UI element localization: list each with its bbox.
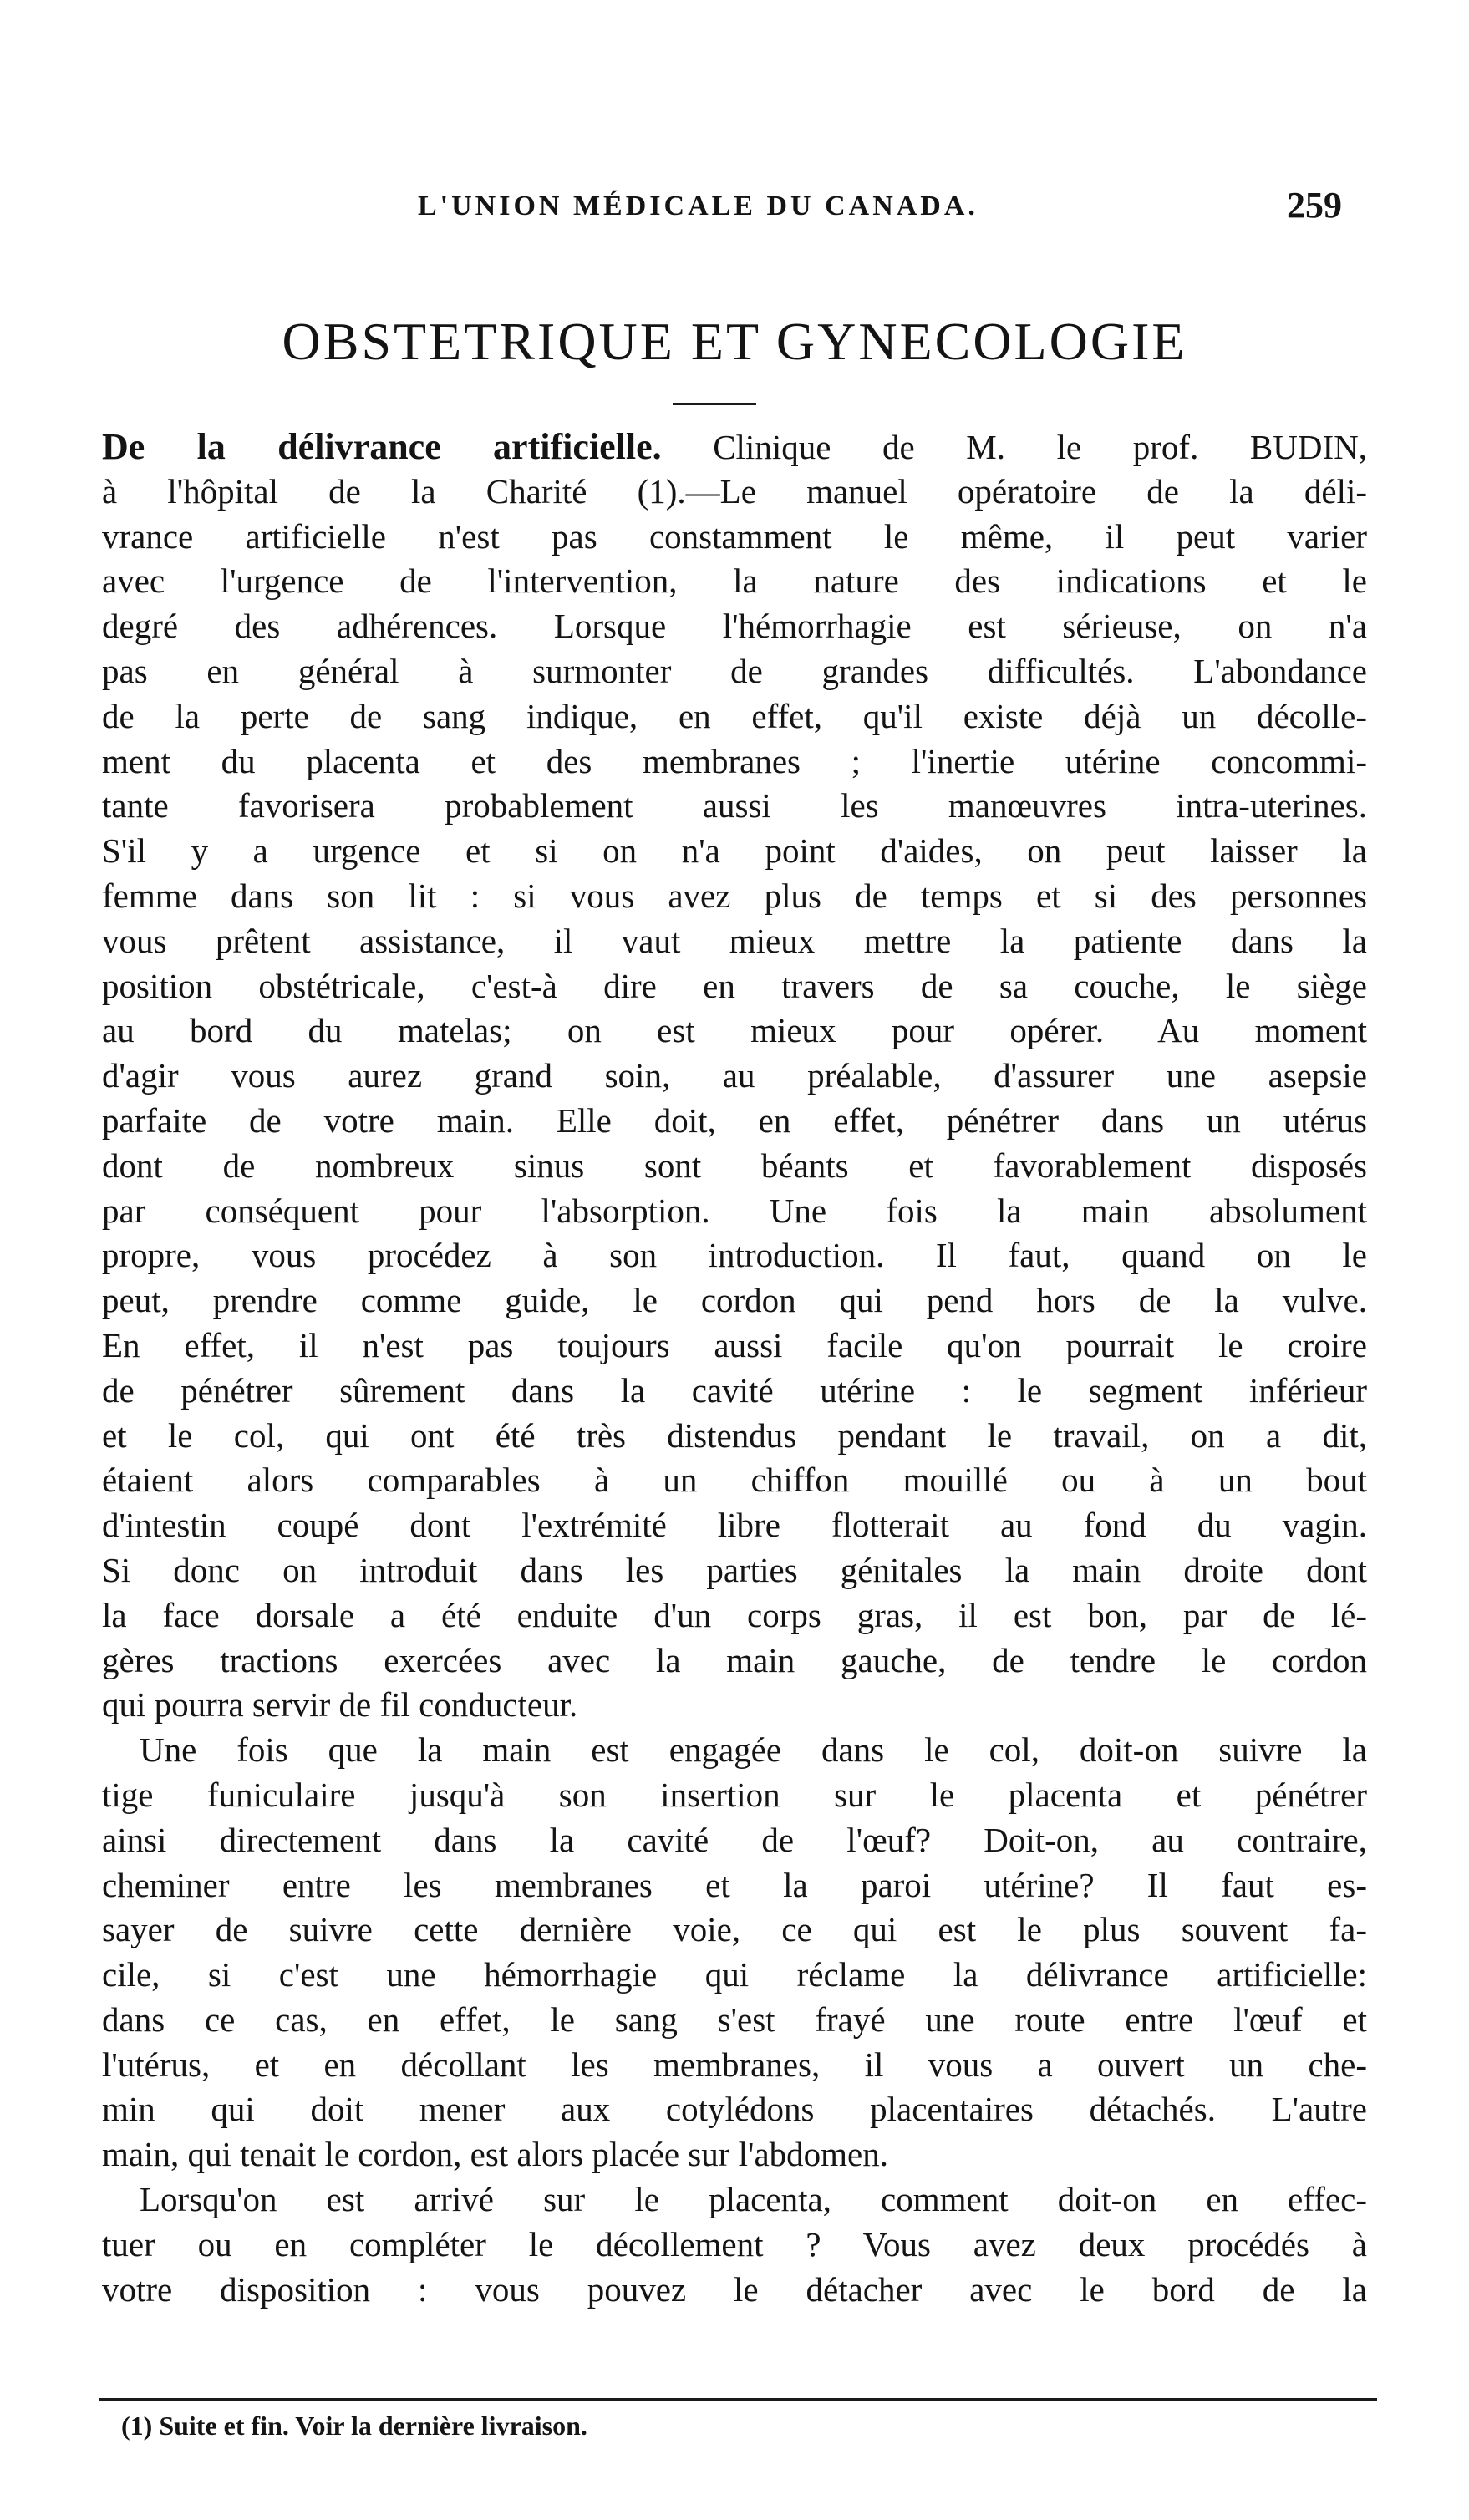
page-number: 259 (1287, 185, 1342, 226)
article-line: Une fois que la main est engagée dans le col, doit-on suivre la (140, 1730, 1367, 1770)
article-line: vrance artificielle n'est pas constamment le même, il peut varier (102, 516, 1367, 556)
article-line: cile, si c'est une hémorrhagie qui réclame la délivrance artificielle: (102, 1955, 1367, 1994)
article-heading: De la délivrance artificielle. (102, 426, 662, 467)
article-line: main, qui tenait le cordon, est alors placée sur l'abdomen. (102, 2135, 888, 2174)
article-line: cheminer entre les membranes et la paroi utérine? Il faut es- (102, 1865, 1367, 1904)
article-line: de la perte de sang indique, en effet, qu'il existe déjà un décolle- (102, 696, 1367, 735)
article-line: gères tractions exercées avec la main gauche, de tendre le cordon (102, 1640, 1367, 1679)
article-line: position obstétricale, c'est-à dire en travers de sa couche, le siège (102, 966, 1367, 1005)
article-line: vous prêtent assistance, il vaut mieux mettre la patiente dans la (102, 921, 1367, 960)
article-line: parfaite de votre main. Elle doit, en effet, pénétrer dans un utérus (102, 1100, 1367, 1140)
article-line: degré des adhérences. Lorsque l'hémorrhagie est sérieuse, on n'a (102, 607, 1367, 646)
article-line: femme dans son lit : si vous avez plus de temps et si des personnes (102, 876, 1367, 915)
footnote: (1) Suite et fin. Voir la dernière livraison. (121, 2411, 587, 2441)
journal-title: L'UNION MÉDICALE DU CANADA. (418, 191, 978, 221)
footnote-rule (99, 2398, 1377, 2401)
article-line: de pénétrer sûrement dans la cavité utérine : le segment inférieur (102, 1370, 1367, 1410)
article-body (102, 424, 1367, 2312)
article-line: peut, prendre comme guide, le cordon qui pend hors de la vulve. (102, 1281, 1367, 1320)
article-line: votre disposition : vous pouvez le détacher avec le bord de la (102, 2269, 1367, 2309)
article-line: Si donc on introduit dans les parties génitales la main droite dont (102, 1550, 1367, 1589)
article-line: par conséquent pour l'absorption. Une fois la main absolument (102, 1191, 1367, 1230)
article-line: min qui doit mener aux cotylédons placentaires détachés. L'autre (102, 2090, 1367, 2129)
title-rule (673, 403, 756, 405)
article-line: ainsi directement dans la cavité de l'œuf? Doit-on, au contraire, (102, 1820, 1367, 1859)
article-line: En effet, il n'est pas toujours aussi facile qu'on pourrait le croire (102, 1325, 1367, 1364)
article-line: qui pourra servir de fil conducteur. (102, 1685, 578, 1725)
section-title: OBSTETRIQUE ET GYNECOLOGIE (282, 312, 1187, 371)
article-line: au bord du matelas; on est mieux pour opérer. Au moment (102, 1011, 1367, 1050)
article-line: ment du placenta et des membranes ; l'inertie utérine concommi- (102, 741, 1367, 780)
article-line: tuer ou en compléter le décollement ? Vous avez deux procédés à (102, 2224, 1367, 2263)
article-line: S'il y a urgence et si on n'a point d'aides, on peut laisser la (102, 831, 1367, 871)
article-line: et le col, qui ont été très distendus pendant le travail, on a dit, (102, 1415, 1367, 1455)
article-line: la face dorsale a été enduite d'un corps gras, il est bon, par de lé- (102, 1595, 1367, 1634)
article-line: d'intestin coupé dont l'extrémité libre flotterait au fond du vagin. (102, 1506, 1367, 1545)
article-line: Lorsqu'on est arrivé sur le placenta, comment doit-on en effec- (140, 2180, 1367, 2219)
article-line: propre, vous procédez à son introduction. Il faut, quand on le (102, 1236, 1367, 1275)
article-line: tante favorisera probablement aussi les manœuvres intra-uterines. (102, 786, 1367, 826)
article-line: l'utérus, et en décollant les membranes, il vous a ouvert un che- (102, 2045, 1367, 2084)
article-line: étaient alors comparables à un chiffon mouillé ou à un bout (102, 1461, 1367, 1500)
article-line: avec l'urgence de l'intervention, la nature des indications et le (102, 561, 1367, 601)
article-line: dans ce cas, en effet, le sang s'est frayé une route entre l'œuf et (102, 1999, 1367, 2039)
article-line: tige funiculaire jusqu'à son insertion sur le placenta et pénétrer (102, 1775, 1367, 1814)
article-line-text: Clinique de M. le prof. BUDIN, (661, 428, 1367, 466)
article-line (102, 424, 1367, 470)
article-line: sayer de suivre cette dernière voie, ce qui est le plus souvent fa- (102, 1910, 1367, 1949)
article-line: pas en général à surmonter de grandes difficultés. L'abondance (102, 651, 1367, 690)
article-line: dont de nombreux sinus sont béants et favorablement disposés (102, 1146, 1367, 1185)
article-line: à l'hôpital de la Charité (1).—Le manuel opératoire de la déli- (102, 471, 1367, 511)
running-header (0, 185, 1469, 232)
article-line: d'agir vous aurez grand soin, au préalable, d'assurer une asepsie (102, 1056, 1367, 1095)
